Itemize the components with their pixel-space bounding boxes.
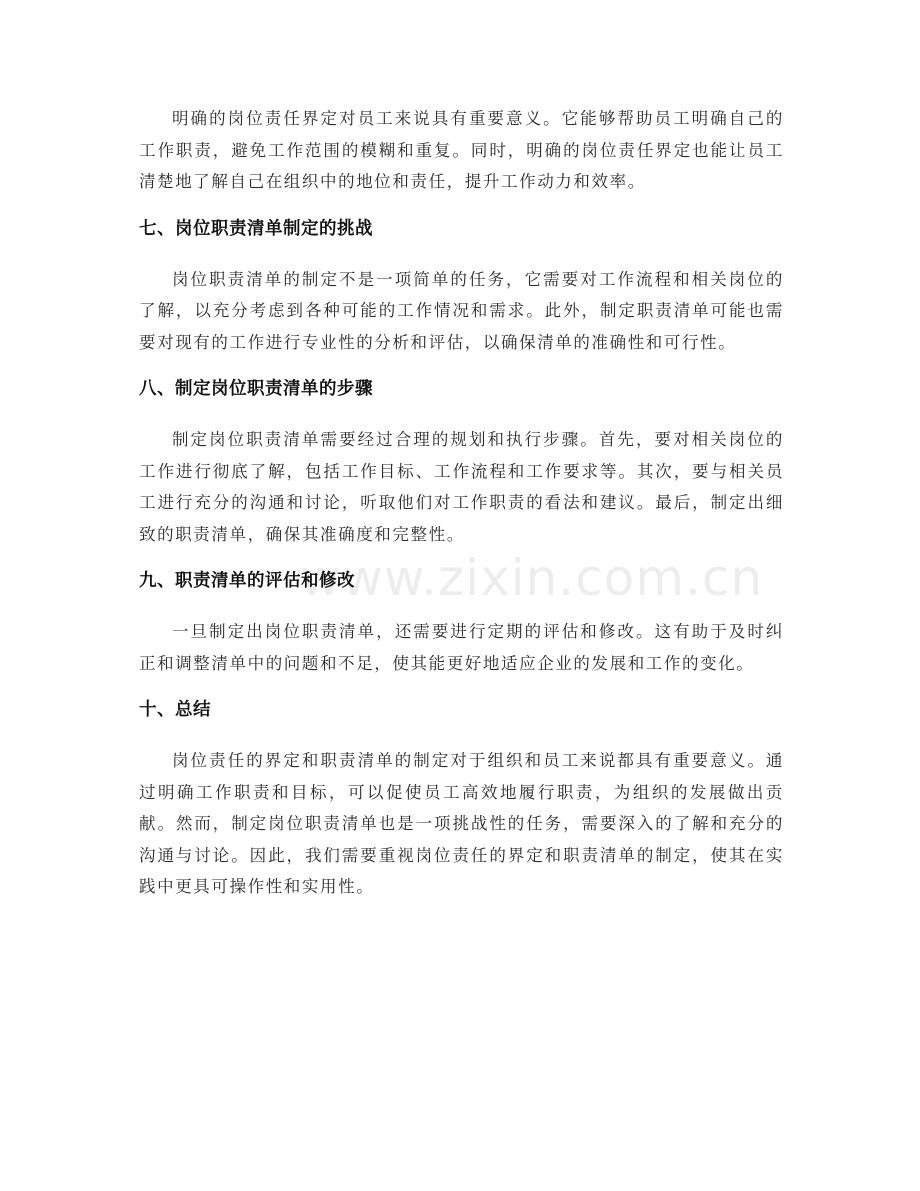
paragraph-intro: 明确的岗位责任界定对员工来说具有重要意义。它能够帮助员工明确自己的工作职责，避免工作范围的模糊和重复。同时，明确的岗位责任界定也能让员工清楚地了解自己在组织中的地位和责任，提升工作动力和效率。 [139, 109, 784, 191]
paragraph-section-9: 一旦制定出岗位职责清单，还需要进行定期的评估和修改。这有助于及时纠正和调整清单中的问题和不足，使其能更好地适应企业的发展和工作的变化。 [139, 622, 784, 673]
section-heading-7: 七、岗位职责清单制定的挑战 [139, 218, 373, 239]
section-heading-9: 九、职责清单的评估和修改 [139, 571, 355, 591]
section-heading-10: 十、总结 [139, 700, 211, 720]
section-heading-8: 八、制定岗位职责清单的步骤 [139, 379, 373, 399]
paragraph-section-8: 制定岗位职责清单需要经过合理的规划和执行步骤。首先，要对相关岗位的工作进行彻底了解，包括工作目标、工作流程和工作要求等。其次，要与相关员工进行充分的沟通和讨论，听取他们对工作职责的看法和建议。最后，制定出细致的职责清单，确保其准确度和完整性。 [139, 430, 784, 544]
watermark: www.zixin.com.cn [300, 549, 764, 607]
document-body [139, 103, 784, 903]
paragraph-section-7: 岗位职责清单的制定不是一项简单的任务，它需要对工作流程和相关岗位的了解，以充分考虑到各种可能的工作情况和需求。此外，制定职责清单可能也需要对现有的工作进行专业性的分析和评估，以确保清单的准确性和可行性。 [139, 269, 784, 352]
paragraph-section-10: 岗位责任的界定和职责清单的制定对于组织和员工来说都具有重要意义。通过明确工作职责和目标，可以促使员工高效地履行职责，为组织的发展做出贡献。然而，制定岗位职责清单也是一项挑战性的任务，需要深入的了解和充分的沟通与讨论。因此，我们需要重视岗位责任的界定和职责清单的制定，使其在实践中更具可操作性和实用性。 [139, 751, 784, 896]
